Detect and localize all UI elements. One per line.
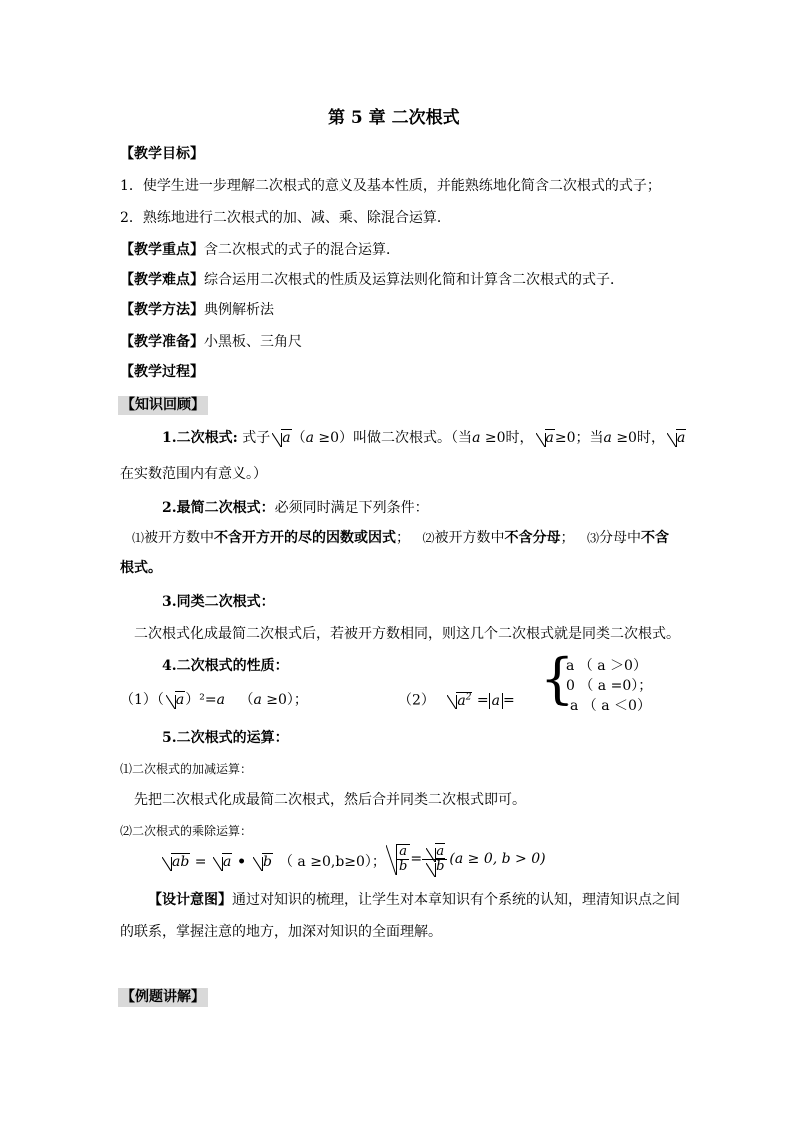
preparation-line (120, 334, 302, 351)
sqrt-a-squared: $a^2$ (447, 692, 472, 709)
design-intent-line2: 的联系，掌握注意的地方，加深对知识的全面理解。 (120, 924, 442, 940)
sqrt-a-over-b: $\frac{a}{b}$ (396, 844, 410, 875)
review-item-4-label: 4.二次根式的性质： (162, 658, 289, 674)
sqrt-ab: ab (162, 854, 190, 871)
property-2: （2） $a^2 = a$ = (398, 692, 515, 709)
example-heading: 【例题讲解】 (118, 988, 208, 1007)
sqrt-b-mul: b (253, 854, 273, 871)
sqrt-a-1: a (272, 430, 291, 447)
review-item-1-text-a: 式子 (237, 430, 271, 446)
goal-item-1: 1．使学生进一步理解二次根式的意义及基本性质，并能熟练地化简含二次根式的式子； (120, 178, 661, 194)
method-line (120, 302, 274, 319)
key-point-text: 含二次根式的式子的混合运算． (204, 242, 400, 258)
page-title: 第 5 章 二次根式 (328, 108, 460, 128)
review-item-1-line2: 在实数范围内有意义。） (120, 466, 267, 482)
piecewise-brace: { (540, 647, 575, 710)
process-heading: 【教学过程】 (120, 364, 204, 380)
review-item-2: 2.最简二次根式：必须同时满足下列条件： (162, 500, 429, 516)
method-text: 典例解析法 (204, 302, 274, 318)
preparation-text: 小黑板、三角尺 (204, 334, 302, 350)
review-item-3-label: 3.同类二次根式： (162, 594, 275, 610)
sqrt-a-mul: a (213, 854, 232, 871)
sqrt-b-div: b (426, 860, 445, 874)
key-point-line (120, 242, 400, 259)
conditions-line: ⑴被开方数中不含开方开的尽的因数或因式； ⑵被开方数中不含分母； ⑶分母中不含 (132, 530, 669, 546)
operation-1-title: ⑴二次根式的加减运算： (120, 762, 253, 776)
case-negative: －a （ a ＜0） (556, 698, 651, 714)
goal-item-2: 2．熟练地进行二次根式的加、减、乘、除混合运算． (120, 210, 451, 226)
sqrt-a-prop1: a (166, 692, 185, 709)
difficulty-line (120, 272, 624, 289)
preparation-label: 【教学准备】 (120, 334, 204, 350)
review-heading: 【知识回顾】 (118, 396, 208, 415)
review-item-1: 1.二次根式: 式子 a（a ≥0）叫做二次根式。（当a ≥0时， a≥0；当a ≥0时， a (162, 430, 686, 446)
difficulty-label: 【教学难点】 (120, 272, 204, 288)
division-rule: $\frac{a}{b}$ = $\frac{a}{b}$ (a ≥ 0, b > 0) (386, 844, 546, 875)
sqrt-a-2: a (536, 430, 555, 447)
review-item-3-text: 二次根式化成最简二次根式后，若被开方数相同，则这几个二次根式就是同类二次根式。 (134, 626, 680, 642)
sqrt-a-3: a (667, 430, 686, 447)
conditions-line2: 根式。 (120, 560, 162, 576)
goal-heading: 【教学目标】 (120, 146, 204, 162)
property-1: （1）（ a）²=a （a ≥0）； (120, 692, 308, 708)
review-item-5-label: 5.二次根式的运算： (162, 730, 289, 746)
design-intent: 【设计意图】通过对知识的梳理，让学生对本章知识有个系统的认知，理清知识点之间 (148, 892, 680, 908)
absolute-value-a: a (489, 693, 503, 709)
multiplication-rule: ab = a • b （ a ≥0,b≥0）； (160, 854, 386, 871)
method-label: 【教学方法】 (120, 302, 204, 318)
operation-2-title: ⑵二次根式的乘除运算： (120, 824, 253, 838)
sqrt-a-div: a (426, 845, 445, 859)
key-point-label: 【教学重点】 (120, 242, 204, 258)
difficulty-text: 综合运用二次根式的性质及运算法则化简和计算含二次根式的式子． (204, 272, 624, 288)
review-item-1-label: 1.二次根式: (162, 430, 238, 446)
case-positive: a （ a ＞0） (566, 658, 647, 674)
operation-1-text: 先把二次根式化成最简二次根式，然后合并同类二次根式即可。 (134, 792, 526, 808)
case-zero: 0 （ a =0）； (566, 678, 653, 694)
